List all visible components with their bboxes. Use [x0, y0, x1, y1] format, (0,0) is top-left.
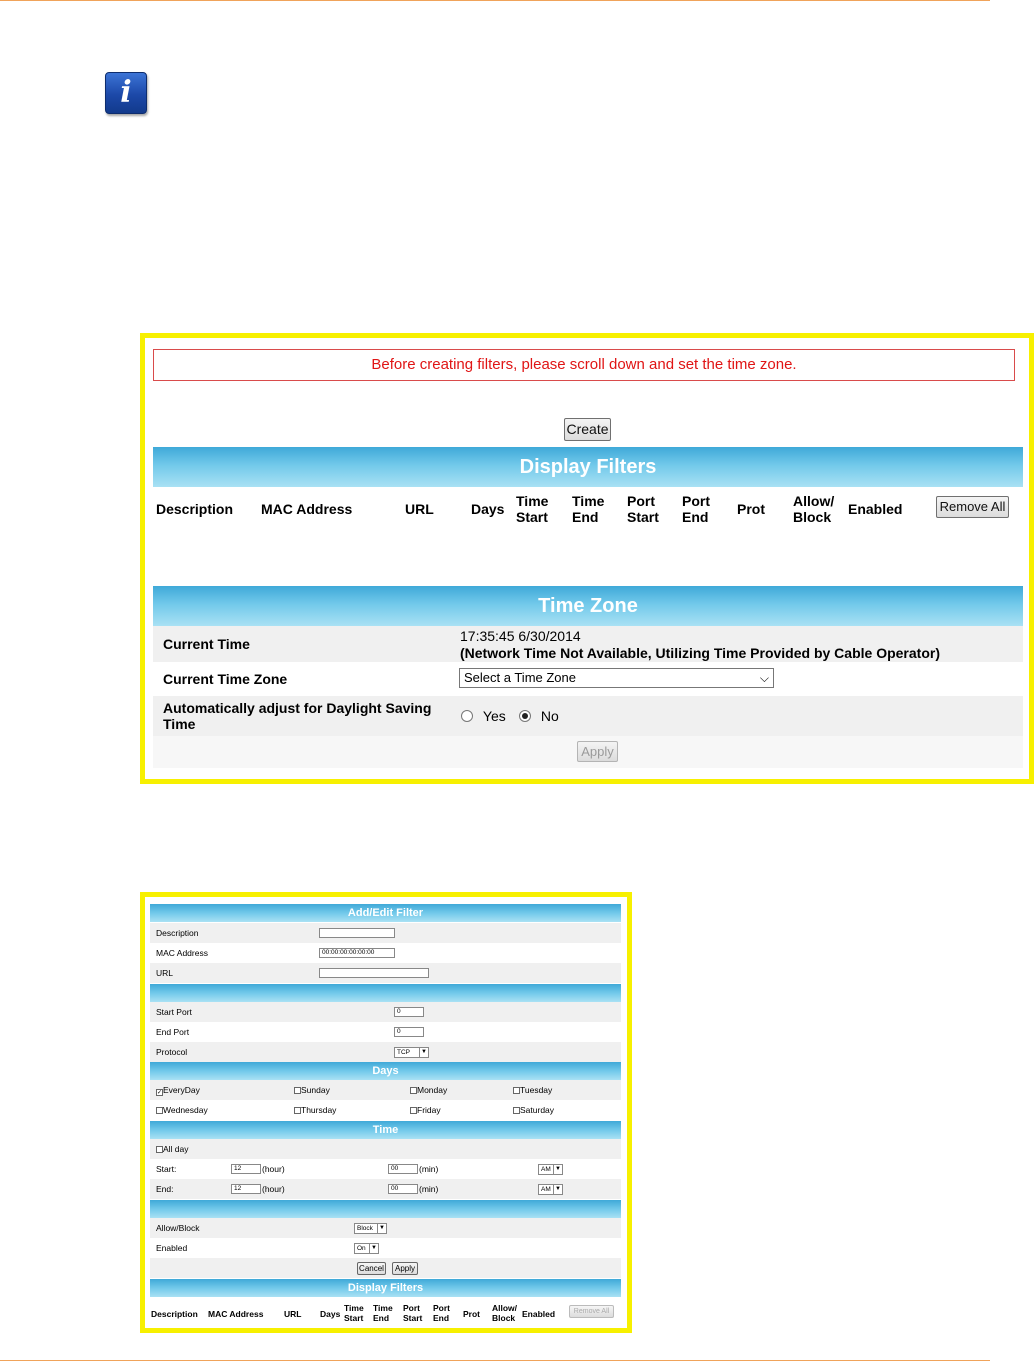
col-allow-block-1: Allow/ [793, 493, 835, 509]
checkbox-icon[interactable] [156, 1146, 163, 1153]
remove-all-button[interactable]: Remove All [936, 496, 1009, 518]
end-hour-input[interactable]: 12 [231, 1184, 261, 1194]
protocol-select[interactable] [394, 1047, 429, 1058]
col-enabled: Enabled [522, 1309, 556, 1319]
end-port-input[interactable]: 0 [394, 1027, 424, 1037]
mac-label: MAC Address [156, 948, 208, 958]
enabled-select[interactable] [354, 1243, 379, 1254]
mac-input[interactable]: 00:00:00:00:00:00 [319, 948, 395, 958]
col-port-end-1: Port [682, 493, 710, 509]
protocol-label: Protocol [156, 1047, 188, 1057]
col-time-start-2: Start [344, 1313, 364, 1323]
col-time-end-1: Time [373, 1303, 393, 1313]
day-tuesday[interactable] [513, 1080, 552, 1100]
dst-row [153, 696, 1023, 736]
url-input[interactable] [319, 968, 429, 978]
col-allow-block-2: Block [492, 1313, 516, 1323]
col-port-end-2: End [433, 1313, 450, 1323]
col-port-end-1: Port [433, 1303, 450, 1313]
protocol-row [150, 1042, 621, 1062]
allow-block-value: Block [357, 1225, 373, 1232]
current-time-zone-label: Current Time Zone [163, 671, 288, 687]
col-time-end-2: End [572, 509, 599, 525]
checkbox-icon[interactable] [294, 1087, 301, 1094]
create-button[interactable]: Create [564, 418, 611, 441]
url-label: URL [156, 968, 174, 978]
chevron-down-icon: ▼ [553, 1165, 562, 1174]
end-time-row [150, 1179, 621, 1199]
day-wednesday-label: Wednesday [163, 1105, 208, 1115]
checkbox-icon[interactable] [410, 1087, 417, 1094]
form-buttons-row [150, 1258, 621, 1278]
col-time-start-2: Start [516, 509, 548, 525]
dst-yes-label: Yes [482, 708, 506, 724]
day-tuesday-label: Tuesday [520, 1085, 553, 1095]
col-allow-block-1: Allow/ [492, 1303, 518, 1313]
filters-column-headers [153, 488, 1023, 530]
dst-label-line1: Automatically adjust for Daylight Saving [163, 700, 432, 716]
time-zone-select-value: Select a Time Zone [464, 670, 576, 685]
start-port-label: Start Port [156, 1007, 192, 1017]
description-label: Description [156, 928, 199, 938]
col-days: Days [320, 1309, 341, 1319]
day-thursday[interactable] [294, 1100, 336, 1120]
day-sunday[interactable] [294, 1080, 330, 1100]
col-description: Description [156, 501, 234, 517]
current-time-note: (Network Time Not Available, Utilizing Time Provided by Cable Operator) [460, 645, 940, 661]
col-time-start-1: Time [516, 493, 549, 509]
col-prot: Prot [737, 501, 765, 517]
dst-no-radio[interactable] [519, 710, 531, 722]
dst-label-line2: Time [163, 716, 196, 732]
time-zone-select[interactable] [459, 668, 774, 688]
start-min-unit: (min) [419, 1164, 439, 1174]
col-mac-address: MAC Address [208, 1309, 264, 1319]
end-min-input[interactable]: 00 [388, 1184, 418, 1194]
col-time-end-1: Time [572, 493, 605, 509]
col-port-start-2: Start [627, 509, 659, 525]
col-port-start-1: Port [403, 1303, 420, 1313]
days-row-1 [150, 1080, 621, 1100]
parental-control-screenshot [140, 333, 1034, 784]
col-enabled: Enabled [848, 501, 903, 517]
current-time-label: Current Time [163, 636, 250, 652]
checkbox-icon[interactable] [156, 1107, 163, 1114]
checkbox-checked-icon[interactable]: ✓ [157, 1090, 163, 1096]
add-edit-filter-screenshot [140, 892, 632, 1333]
col-time-start-1: Time [344, 1303, 364, 1313]
time-zone-header: Time Zone [153, 586, 1023, 626]
col-port-start-2: Start [403, 1313, 423, 1323]
chevron-down-icon: ⌵ [759, 671, 769, 685]
display-filters-header: Display Filters [153, 447, 1023, 487]
mac-row [150, 943, 621, 963]
add-edit-filter-header: Add/Edit Filter [150, 904, 621, 922]
col-url: URL [405, 501, 434, 517]
start-port-row [150, 1002, 621, 1022]
end-hour-unit: (hour) [262, 1184, 285, 1194]
checkbox-icon[interactable] [513, 1087, 520, 1094]
days-header: Days [150, 1062, 621, 1080]
end-port-row [150, 1022, 621, 1042]
end-port-label: End Port [156, 1027, 190, 1037]
start-time-label: Start: [156, 1164, 177, 1174]
col-url: URL [284, 1309, 302, 1319]
action-section-header [150, 1200, 621, 1218]
start-port-input[interactable]: 0 [394, 1007, 424, 1017]
filters-column-headers [150, 1302, 621, 1326]
allow-block-select[interactable] [354, 1223, 387, 1234]
apply-button[interactable]: Apply [392, 1262, 418, 1275]
end-ampm-select[interactable] [538, 1184, 563, 1195]
allow-block-row [150, 1218, 621, 1238]
start-ampm-select[interactable] [538, 1164, 563, 1175]
day-saturday-label: Saturday [520, 1105, 555, 1115]
all-day-label: All day [163, 1144, 189, 1154]
enabled-value: On [357, 1245, 366, 1252]
col-prot: Prot [463, 1309, 480, 1319]
end-min-unit: (min) [419, 1184, 439, 1194]
page-top-rule [0, 0, 990, 1]
apply-button[interactable]: Apply [577, 741, 618, 762]
cancel-button[interactable]: Cancel [357, 1262, 386, 1275]
col-port-end-2: End [682, 509, 709, 525]
col-allow-block-2: Block [793, 509, 832, 525]
day-monday[interactable] [410, 1080, 447, 1100]
checkbox-icon[interactable] [294, 1107, 301, 1114]
apply-row [153, 736, 1023, 768]
dst-no-label: No [540, 708, 559, 724]
start-time-row [150, 1159, 621, 1179]
day-sunday-label: Sunday [301, 1085, 330, 1095]
days-row-2 [150, 1100, 621, 1120]
day-wednesday[interactable] [156, 1100, 208, 1120]
start-ampm-value: AM [541, 1166, 551, 1173]
display-filters-header: Display Filters [150, 1279, 621, 1297]
checkbox-icon[interactable] [513, 1107, 520, 1114]
description-input[interactable] [319, 928, 395, 938]
checkbox-icon[interactable] [410, 1107, 417, 1114]
url-row [150, 963, 621, 983]
day-friday[interactable] [410, 1100, 441, 1120]
info-icon: i [105, 72, 147, 114]
protocol-value: TCP [397, 1049, 410, 1056]
col-time-end-2: End [373, 1313, 390, 1323]
day-monday-label: Monday [417, 1085, 448, 1095]
day-everyday-label: EveryDay [163, 1085, 200, 1095]
current-time-value: 17:35:45 6/30/2014 [460, 628, 581, 644]
chevron-down-icon: ▼ [419, 1048, 428, 1057]
remove-all-button[interactable]: Remove All [569, 1305, 614, 1318]
end-time-label: End: [156, 1184, 174, 1194]
all-day-row [150, 1139, 621, 1159]
current-time-row [153, 626, 1023, 662]
current-time-zone-row [153, 662, 1023, 696]
chevron-down-icon: ▼ [377, 1224, 386, 1233]
dst-yes-radio[interactable] [461, 710, 473, 722]
end-ampm-value: AM [541, 1186, 551, 1193]
time-header: Time [150, 1121, 621, 1139]
start-min-input[interactable]: 00 [388, 1164, 418, 1174]
chevron-down-icon: ▼ [369, 1244, 378, 1253]
chevron-down-icon: ▼ [553, 1185, 562, 1194]
all-day-option[interactable] [156, 1139, 189, 1159]
dst-no-option[interactable] [519, 708, 559, 724]
port-section-header [150, 984, 621, 1002]
col-mac-address: MAC Address [261, 501, 353, 517]
description-row [150, 923, 621, 943]
day-everyday[interactable] [156, 1080, 200, 1100]
day-saturday[interactable] [513, 1100, 554, 1120]
day-friday-label: Friday [417, 1105, 441, 1115]
enabled-label: Enabled [156, 1243, 188, 1253]
dst-yes-option[interactable] [461, 708, 506, 724]
start-hour-input[interactable]: 12 [231, 1164, 261, 1174]
col-port-start-1: Port [627, 493, 655, 509]
col-days: Days [471, 501, 505, 517]
day-thursday-label: Thursday [301, 1105, 337, 1115]
col-description: Description [151, 1309, 198, 1319]
page-bottom-rule [0, 1360, 990, 1361]
time-zone-warning: Before creating filters, please scroll down and set the time zone. [153, 349, 1015, 381]
allow-block-label: Allow/Block [156, 1223, 200, 1233]
enabled-row [150, 1238, 621, 1258]
start-hour-unit: (hour) [262, 1164, 285, 1174]
